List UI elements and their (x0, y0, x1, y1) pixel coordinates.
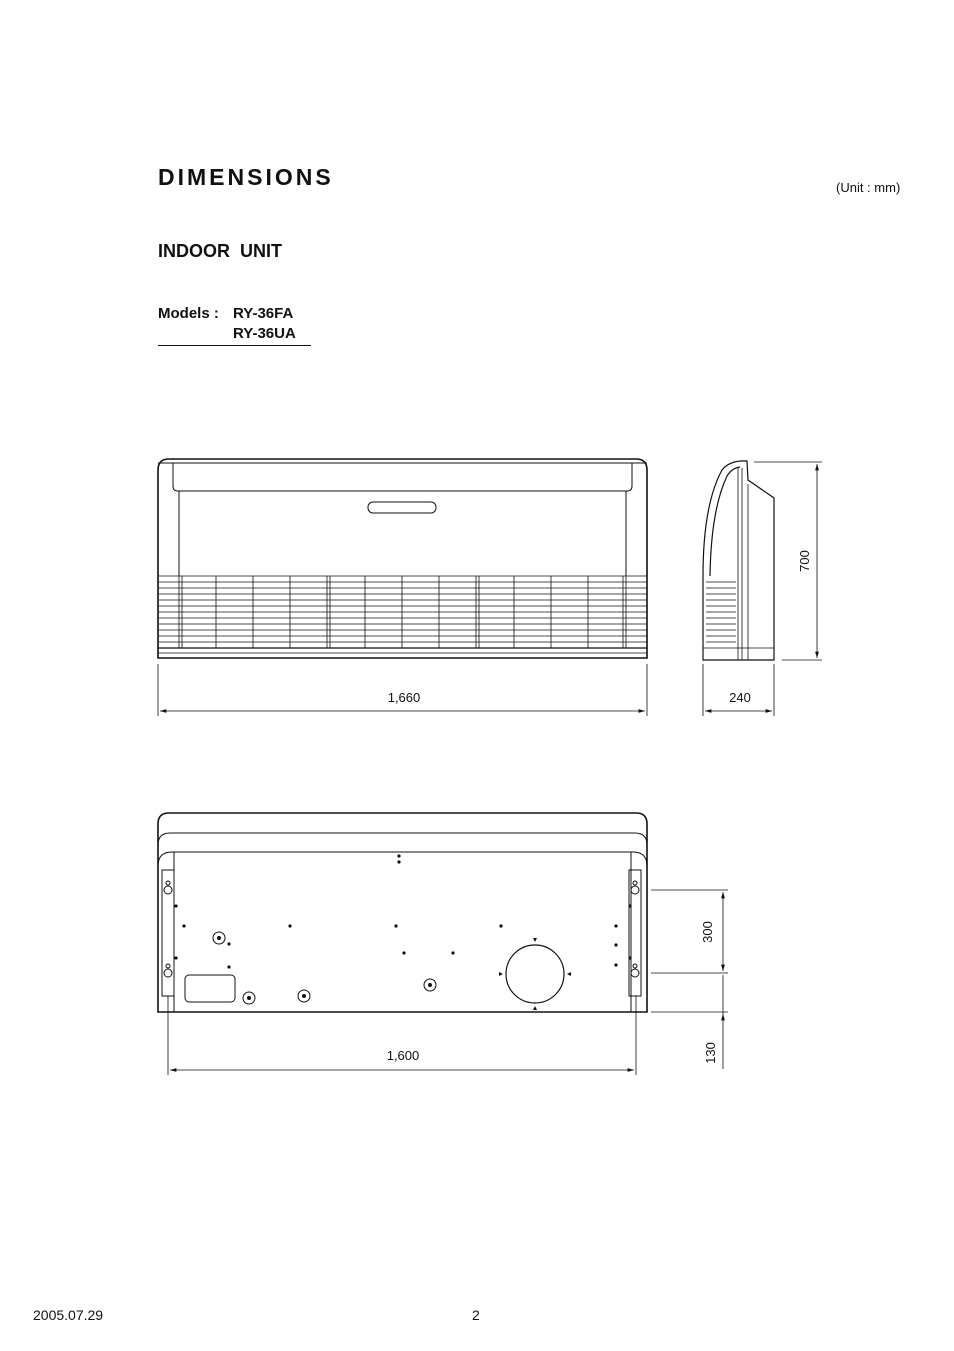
model-name: RY-36UA (233, 325, 296, 342)
models-label: Models : (158, 305, 219, 322)
top-offset-label-300: 300 (700, 921, 715, 943)
side-view-drawing (703, 461, 774, 660)
section-subtitle: INDOOR UNIT (158, 241, 282, 261)
page-title: DIMENSIONS (158, 164, 334, 190)
front-grille (158, 576, 647, 648)
footer-date: 2005.07.29 (33, 1307, 104, 1323)
model-name: RY-36FA (233, 305, 294, 322)
top-width-label: 1,600 (386, 1048, 420, 1063)
side-depth-label: 240 (729, 690, 751, 705)
page-number: 2 (472, 1307, 480, 1323)
top-offset-label-130: 130 (703, 1042, 718, 1064)
front-view-drawing (158, 459, 647, 658)
top-view-drawing (158, 813, 647, 1012)
front-width-label: 1,660 (387, 690, 421, 705)
top-width-dimension (168, 996, 636, 1075)
unit-note: (Unit : mm) (836, 180, 901, 195)
top-view-marks (174, 854, 631, 1010)
side-height-label: 700 (797, 550, 812, 572)
